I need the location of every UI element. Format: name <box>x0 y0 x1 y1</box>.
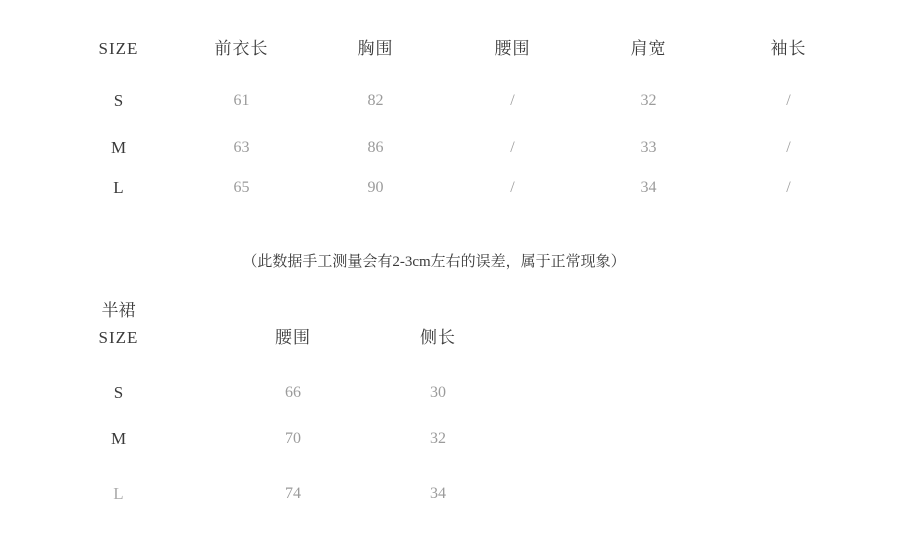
cell-value: 74 <box>285 485 301 502</box>
cell-value: 70 <box>285 430 301 447</box>
size-label: S <box>113 91 124 110</box>
column-header-bust: 胸围 <box>357 39 394 58</box>
cell-value: 86 <box>367 139 384 156</box>
cell-value: 32 <box>430 430 446 447</box>
table-row-s <box>60 382 467 404</box>
skirt-table-header-row <box>60 327 467 349</box>
column-header-side-length: 侧长 <box>420 328 456 347</box>
size-label: M <box>110 429 127 448</box>
table-row-m <box>60 428 467 450</box>
measurement-note: （此数据手工测量会有2-3cm左右的误差，属于正常现象） <box>242 254 626 270</box>
cell-value: 65 <box>233 179 250 196</box>
cell-value: 33 <box>640 139 657 156</box>
table-row-s <box>60 90 860 112</box>
cell-value: / <box>786 92 791 109</box>
size-label: S <box>113 383 124 402</box>
cell-value: 82 <box>367 92 384 109</box>
cell-value: 66 <box>285 384 301 401</box>
size-label: M <box>110 138 127 157</box>
column-header-size: SIZE <box>98 328 139 347</box>
table-row-l <box>60 483 467 505</box>
size-label: L <box>113 178 124 197</box>
table-row-l <box>60 177 860 199</box>
cell-value: / <box>510 92 515 109</box>
column-header-waist: 腰围 <box>275 328 311 347</box>
cell-value: / <box>786 179 791 196</box>
skirt-table-title: 半裙 <box>101 301 136 320</box>
cell-value: 34 <box>430 485 446 502</box>
cell-value: 34 <box>640 179 657 196</box>
column-header-waist: 腰围 <box>494 39 531 58</box>
cell-value: 32 <box>640 92 657 109</box>
table-row-m <box>60 137 860 159</box>
cell-value: 63 <box>233 139 250 156</box>
cell-value: 61 <box>233 92 250 109</box>
column-header-sleeve: 袖长 <box>770 39 807 58</box>
column-header-size: SIZE <box>98 39 139 58</box>
cell-value: 30 <box>430 384 446 401</box>
column-header-shoulder: 肩宽 <box>630 39 667 58</box>
cell-value: 90 <box>367 179 384 196</box>
garment-table-header-row <box>60 38 860 60</box>
cell-value: / <box>510 179 515 196</box>
size-label: L <box>113 484 124 503</box>
cell-value: / <box>510 139 515 156</box>
column-header-front-length: 前衣长 <box>214 39 269 58</box>
cell-value: / <box>786 139 791 156</box>
